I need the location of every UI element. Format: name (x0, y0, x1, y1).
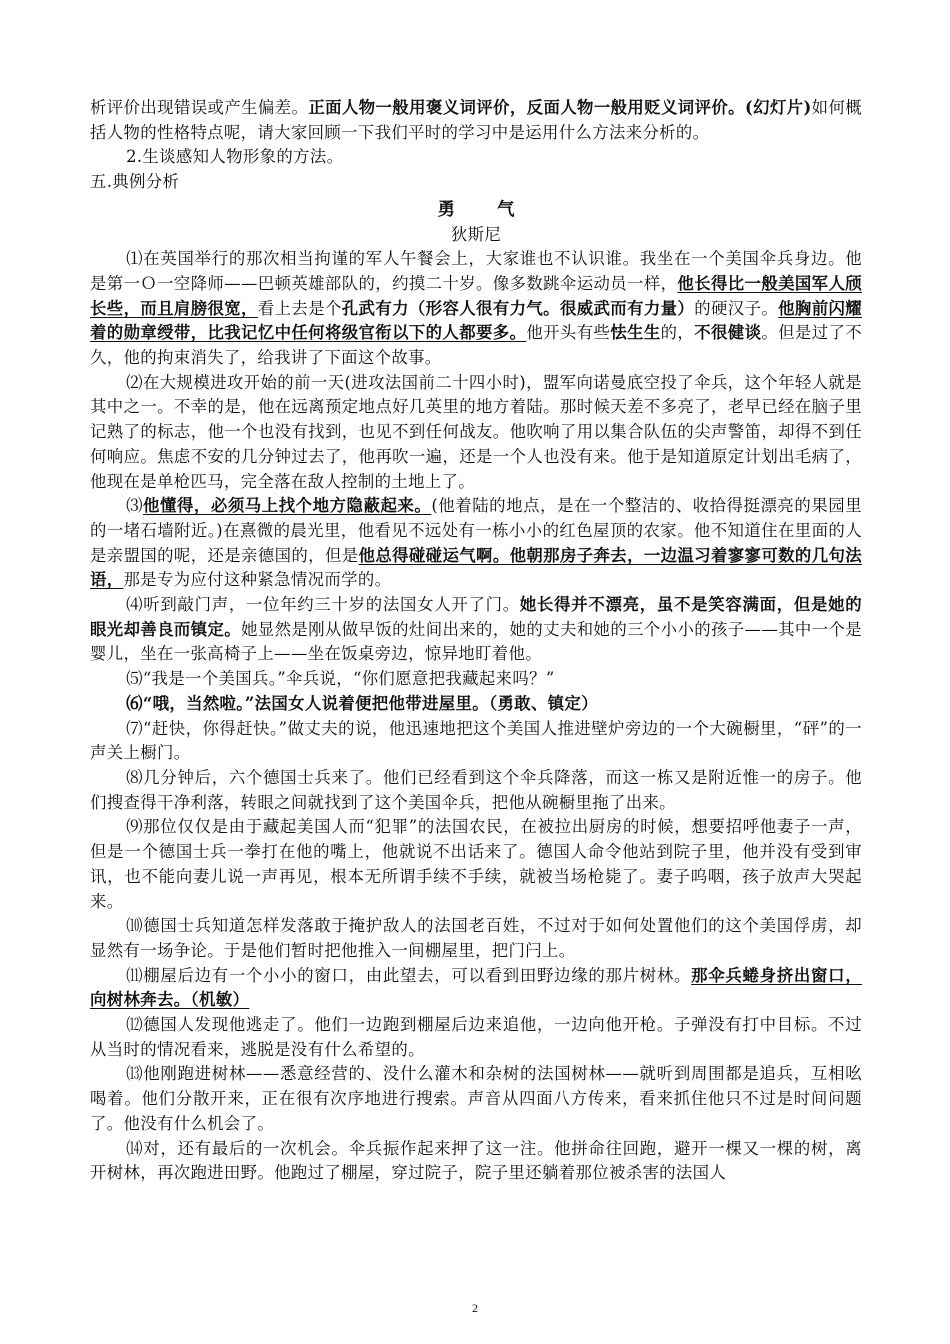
intro-paragraph (90, 96, 862, 145)
title-char-1: 勇 (437, 199, 455, 220)
p1-text-c: 看上去是个 (257, 298, 342, 318)
paragraph-6: ⑹“哦，当然啦。”法国女人说着便把他带进屋里。（勇敢、镇定） (126, 693, 598, 713)
p1-text-g: 他开头有些 (526, 323, 611, 343)
paragraph-2: ⑵在大规模进攻开始的前一天(进攻法国前二十四小时)，盟军向诺曼底空投了伞兵，这个年轻人就是其中之一。不幸的是，他在远离预定地点好几英里的地方着陆。那时候天差不多亮了，老早已经在脑子里记熟了的标志，他一个也没有找到，也见不到任何战友。他吹响了用以集合队伍的尖声警笛，却得不到任何响应。焦虑不安的几分钟过去了，他再吹一遍，还是一个人也没有来。他于是知道原定计划出毛病了，他现在是单枪匹马，完全落在敌人控制的土地上了。 (90, 372, 862, 491)
section-5-heading: 五.典例分析 (90, 172, 180, 192)
paragraph-3 (90, 494, 862, 593)
title-char-2: 气 (497, 199, 515, 220)
paragraph-13: ⒀他刚跑进树林——悉意经营的、没什么灌木和杂树的法国树林——就听到周围都是追兵，互相吆喝着。他们分散开来，正在很有次序地进行搜索。声音从四面八方传来，看来抓住他只不过是时间问题了。他没有什么机会了。 (90, 1064, 862, 1133)
story-title (90, 198, 862, 223)
step-2-text: 2.生谈感知人物形象的方法。 (126, 147, 344, 167)
paragraph-11 (90, 964, 862, 1013)
paragraph-5: ⑸“我是一个美国兵。”伞兵说，“你们愿意把我藏起来吗？” (126, 669, 555, 689)
p4-text-a: ⑷听到敲门声，一位年约三十岁的法国女人开了门。 (126, 595, 520, 615)
p3-text-e: 那是专为应付这种紧急情况而学的。 (123, 570, 392, 590)
intro-question-text: 如何概括人物的性格特点呢，请大家回顾一下我们平时的学习中是运用什么方法来分析的。 (90, 98, 862, 142)
paragraph-7: ⑺“赶快，你得赶快。”做丈夫的说，他迅速地把这个美国人推进壁炉旁边的一个大碗橱里，“砰”的一声关上橱门。 (90, 718, 862, 763)
p4-text-c: 她显然是刚从做早饭的灶间出来的，她的丈夫和她的三个小小的孩子——其中一个是婴儿，坐在一张高椅子上——坐在饭桌旁边，惊异地盯着他。 (90, 619, 862, 664)
p3-number: ⑶ (126, 496, 144, 516)
paragraph-14: ⒁对，还有最后的一次机会。伞兵振作起来押了这一注。他拼命往回跑，避开一棵又一棵的树，离开树林，再次跑进田野。他跑过了棚屋，穿过院子，院子里还躺着那位被杀害的法国人 (90, 1138, 862, 1183)
p3-highlight-hide: 他懂得，必须马上找个地方隐蔽起来。 (143, 496, 432, 516)
intro-bold-text: 正面人物一般用褒义词评价，反面人物一般用贬义词评价。(幻灯片) (308, 98, 812, 117)
p1-text-a: ⑴在英国举行的那次相当拘谨的军人午餐会上，大家谁也不认识谁。我坐在一个美国伞兵身边。他是第一Ｏ一空降师——巴顿英雄部队的，约摸二十岁。像多数跳伞运动员一样， (90, 249, 862, 293)
paragraph-8: ⑻几分钟后，六个德国士兵来了。他们已经看到这个伞兵降落，而这一栋又是附近惟一的房子。他们搜查得干净利落，转眼之间就找到了这个美国伞兵，把他从碗橱里拖了出来。 (90, 767, 862, 812)
p1-text-k: 。但是过了不久，他的拘束消失了，给我讲了下面这个故事。 (90, 323, 863, 368)
paragraph-12: ⑿德国人发现他逃走了。他们一边跑到棚屋后边来追他，一边向他开枪。子弹没有打中目标。不过从当时的情况看来，逃脱是没有什么希望的。 (90, 1015, 862, 1059)
p1-highlight-build: 他长得比一般美国军人颀长些，而且肩膀很宽， (90, 273, 862, 318)
story-author: 狄斯尼 (450, 224, 502, 244)
paragraph-9: ⑼那位仅仅是由于藏起美国人而“犯罪”的法国农民，在被拉出厨房的时候，想要招呼他妻子一声，但是一个德国士兵一拳打在他的嘴上，他就说不出话来了。德国人命令他站到院子里，他并没有受到审讯，也不能向妻儿说一声再见，根本无所谓手续不手续，就被当场枪毙了。妻子呜咽，孩子放声大哭起来。 (90, 817, 862, 911)
p1-highlight-strong: 孔武有力（形容人很有力气。很威武而有力量） (341, 298, 695, 318)
intro-text: 析评价出现错误或产生偏差。 (90, 98, 309, 117)
p1-text-i: 的， (660, 323, 695, 343)
p3-highlight-luck: 他总得碰碰运气啊。他朝那房子奔去，一边温习着寥寥可数的几句法语， (90, 545, 863, 590)
paragraph-1 (90, 247, 862, 371)
paragraph-4 (90, 593, 862, 667)
p11-text-a: ⑾棚屋后边有一个小小的窗口，由此望去，可以看到田野边缘的那片树林。 (126, 965, 692, 985)
p1-highlight-medals: 他胸前闪耀着的勋章绶带，比我记忆中任何将级官衔以下的人都要多。 (90, 298, 863, 343)
paragraph-10: ⑽德国士兵知道怎样发落敢于掩护敌人的法国老百姓，不过对于如何处置他们的这个美国俘虏，却显然有一场争论。于是他们暂时把他推入一间棚屋里，把门闩上。 (90, 916, 862, 960)
p11-highlight-escape: 那伞兵蜷身挤出窗口，向树林奔去。（机敏） (90, 965, 862, 1010)
document-page (90, 96, 862, 1186)
p1-text-e: 的硬汉子。 (694, 298, 779, 318)
p3-text-c: (他着陆的地点，是在一个整洁的、收拾得挺漂亮的果园里的一堵石墙附近。)在熹微的晨光里，他看见不远处有一栋小小的红色屋顶的农家。他不知道住在里面的人是亲盟国的呢，还是亲德国的，但是 (90, 496, 863, 565)
p1-highlight-shy: 怯生生 (610, 323, 661, 343)
p1-highlight-quiet: 不很健谈 (694, 323, 762, 343)
page-number: 2 (472, 1301, 478, 1315)
p4-highlight-woman: 她长得并不漂亮，虽不是笑容满面，但是她的眼光却善良而镇定。 (90, 595, 862, 639)
